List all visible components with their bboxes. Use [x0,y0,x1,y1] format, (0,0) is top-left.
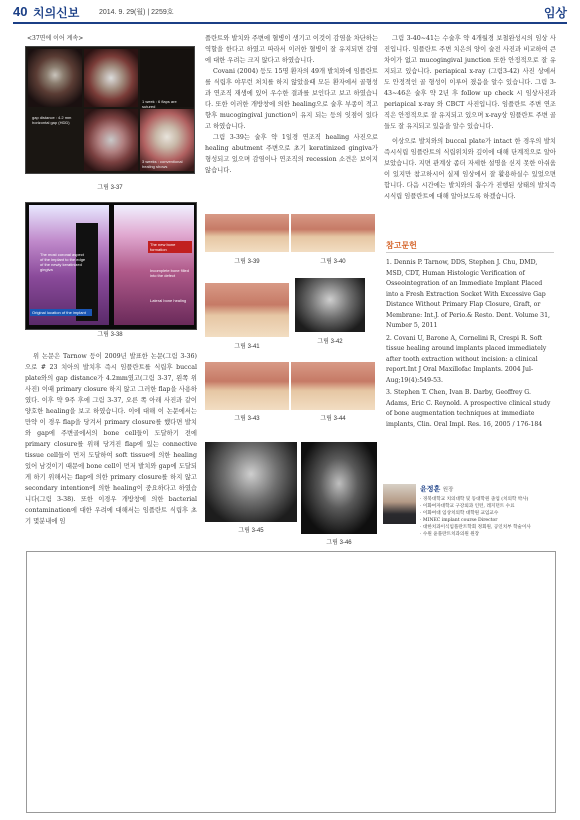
col2-paragraph-2: Covani (2004) 등도 15명 환자의 49개 발치와에 임플란트를 식립후 야무런 처치를 하지 않았을때 모든 환자에서 골형성과 연조직 재생에 있어 우수한 결과를 보인다고 보고 하였습니다. 또한 이러한 개방창에 의한 healing으로 술후 부종이 적고 향후 mucogingival junction이 유지 되는 등의 잇점이 있다고 하였습니다. [205,68,378,130]
fig37-caption: 그림 3-37 [97,185,123,191]
fig44-caption: 그림 3-44 [320,416,346,422]
author-credential: · 이화여자대학교 구강외과 인턴, 레지던트 수료 [420,504,515,509]
col2-text [205,33,378,176]
fig43-caption: 그림 3-43 [234,416,260,422]
author-name: 윤정훈 [420,485,441,493]
fig39-caption: 그림 3-39 [234,259,260,265]
author-title: 원장 [442,487,454,493]
fig38-annotation-c: Incomplete bone filled into the defect [150,268,189,278]
author-credential: · 대한치과이식임플란트학회 정회원, 공인치부 학술이사 [420,525,531,530]
col3-paragraph-2: 이상으로 발치와의 buccal plate가 intact 한 경우의 발치즉시식립 임플란트의 식립위치와 깊이에 대해 단계적으로 알아 보았습니다. 지면 관계상 좀더 자세한 설명을 싣지 못한 아쉬움이 있지만 참고하시어 실제 임상에서 잘 활용하실수 있었으면 합니다. 다음 시간에는 발치와의 흡수가 진행된 상태의 발치즉시식립 임플란트에 대해 알아보도록 하겠습니다. [384,138,556,200]
figure-3-38 [25,202,197,330]
col3-text [384,33,556,202]
author-photo [383,484,416,524]
fig38-caption: 그림 3-38 [97,332,123,338]
col2-paragraph-1: 플란트와 발치와 주변에 혈병이 생기고 이것이 감염을 차단하는 역할을 한다고 하였고 따라서 이러한 혈병이 잘 유지되면 감염에 대한 우려는 크지 않다고 하였습니다. [205,35,378,64]
figure-3-45 [205,442,297,522]
issue-info: 2014. 9. 29(월) | 2259호 [99,9,174,16]
fig38-histology-right [114,205,194,325]
author-credential: · 경북대학교 치의대학 및 동대학원 졸업 (치의학 박사) [420,497,529,502]
advertisement-box [26,551,556,813]
page-number: 40 [13,4,28,19]
reference-1: 1. Dennis P. Tarnow, DDS, Stephen J. Chu, DMD, MSD, CDT, Human Histologic Verification of Osseointegration of an Immediate Implant Placed into a Fresh Extraction Socket With Excessive Gap Distance Without Primary Flap Closure, Graft, or Membrane: Int.J. of Perio.& Resto. Dent. Volume 31, Number 5, 2011 [386,259,550,329]
author-credential: · 수원 윤플란트치과의원 원장 [420,532,480,537]
fig37-annotation-a: gap distance : 4.2 mm horizontal gap (HDD) [32,115,72,125]
paper-name: 치의신보 [33,6,80,20]
references-title: 참고문헌 [386,241,417,250]
references-divider [386,252,554,253]
fig40-caption: 그림 3-40 [320,259,346,265]
fig37-annotation-b: 1 week : 6 flaps are sutured [142,99,177,109]
fig37-photo-a [28,49,82,107]
figure-3-42 [295,278,365,332]
fig38-annotation-a: The most coronal aspect of the implant to the edge of the newly keratinized gingiva [40,252,86,272]
figure-3-40 [291,214,375,252]
reference-3: 3. Stephen T. Chen, Ivan B. Darby, Geoffrey G. Adams, Eric C. Reynold. A prospective clinical study of bone augmentation techniques at immediate implants, Clin. Oral Impl. Res. 16, 2005 / 176-184 [386,389,551,428]
continued-note: <37면에 이어 계속> [27,35,84,42]
reference-2: 2. Covani U, Barone A, Cornelini R, Crespi R. Soft tissue healing around implants placed immediately after tooth extraction without incision: a clinical report.Int J Oral Maxillofac Implants. 2004 Jul-Aug;19(4):549-53. [386,334,547,384]
fig46-caption: 그림 3-46 [326,540,352,546]
fig41-caption: 그림 3-41 [234,344,260,350]
author-info [420,484,556,538]
fig45-caption: 그림 3-45 [238,528,264,534]
fig38-annotation-b: The new bone formation [148,241,192,253]
figure-3-44 [291,362,375,410]
fig38-annotation-e: Lateral bone healing [150,298,187,303]
fig38-annotation-d: Original location of the implant [30,309,92,316]
fig37-annotation-c: 3 weeks : conventional healing shows [142,159,183,169]
figure-3-39 [205,214,289,252]
col3-paragraph-1: 그림 3-40~41는 수술후 약 4개월경 보철완성시의 임상 사진입니다. 임플란트 주변 치은의 양이 술전 사진과 비교하여 큰 차이가 없고 mucogingival junction 또한 안정적으로 잘 유지되고 있습니다. periapical x-ray (그림3-42) 사진 상에서도 안정적인 골 형성이 이루어 졌음을 알수 있습니다. 그림 3-43~46은 술후 약 2년 후 follow up check 시 임상사진과 periapical x-ray 와 CBCT 사진입니다. 임플란트 주변 연조직은 안정적으로 잘 유지되고 있으며 x-ray상 임플란트 주변 골들도 잘 유지되고 있음을 알수 있습니다. [384,35,556,130]
author-credential: · 이화여대 임상치의학 대학원 교임교수 [420,511,499,516]
fig42-caption: 그림 3-42 [317,339,343,345]
author-credential: · MINEC implant course Director [420,518,498,523]
references-list [386,258,554,430]
section-title: 임상 [543,6,567,20]
fig37-photo-b [84,49,138,107]
col2-paragraph-3: 그림 3-39는 술후 약 1일경 연조직 healing 사진으로 healing abutment 주변으로 초기 keratinized gingiva가 형성되고 있으며 감염이나 연조직의 recession 소견은 보이지 않습니다. [205,134,378,174]
figure-3-37 [25,46,195,174]
figure-3-41 [205,283,289,337]
fig37-photo-c [84,109,138,171]
col1-body-text: 위 논문은 Tarnow 등이 2009년 발표한 논문(그림 3-36)으로 # 23 치아의 발치후 즉시 임플란트를 식립후 buccal plate와의 gap distance가 4.2mm였고(그림 3-37, 왼쪽 위 사진) 이때 primary closure 하지 않고 그러한 flap을 사용하였다. 이후 약 9주 후에 그림 3-37, 오른 쪽 아래 사진과 같이 양호한 healing을 보고 하였습니다. 이에 대해 이 논문에서는 만약 이 경우 flap을 당겨서 primary closure를 했다면 발치와 gap에 주변골에서의 bone cell들이 도달하기 전에 primary closure를 위해 당겨진 flap에 있는 connective tissue cell들이 먼저 도달하여 soft tissue에 의한 healing 있어 남것이기 때문에 bone cell이 먼저 발치와 gap에 도달되게 하기 위해서는 flap에 의한 primary closure를 하지 않고 secondary intention에 의한 healing이 중요하다고 하였습니다(그림 3-38). 또한 이경우 개방창에 의한 bacterial contamination에 대한 우려에 대해서는 임플란트 식립후 초기 몇분내에 임 [25,353,197,525]
figure-3-43 [205,362,289,410]
masthead [13,4,567,24]
figure-3-46 [301,442,377,534]
